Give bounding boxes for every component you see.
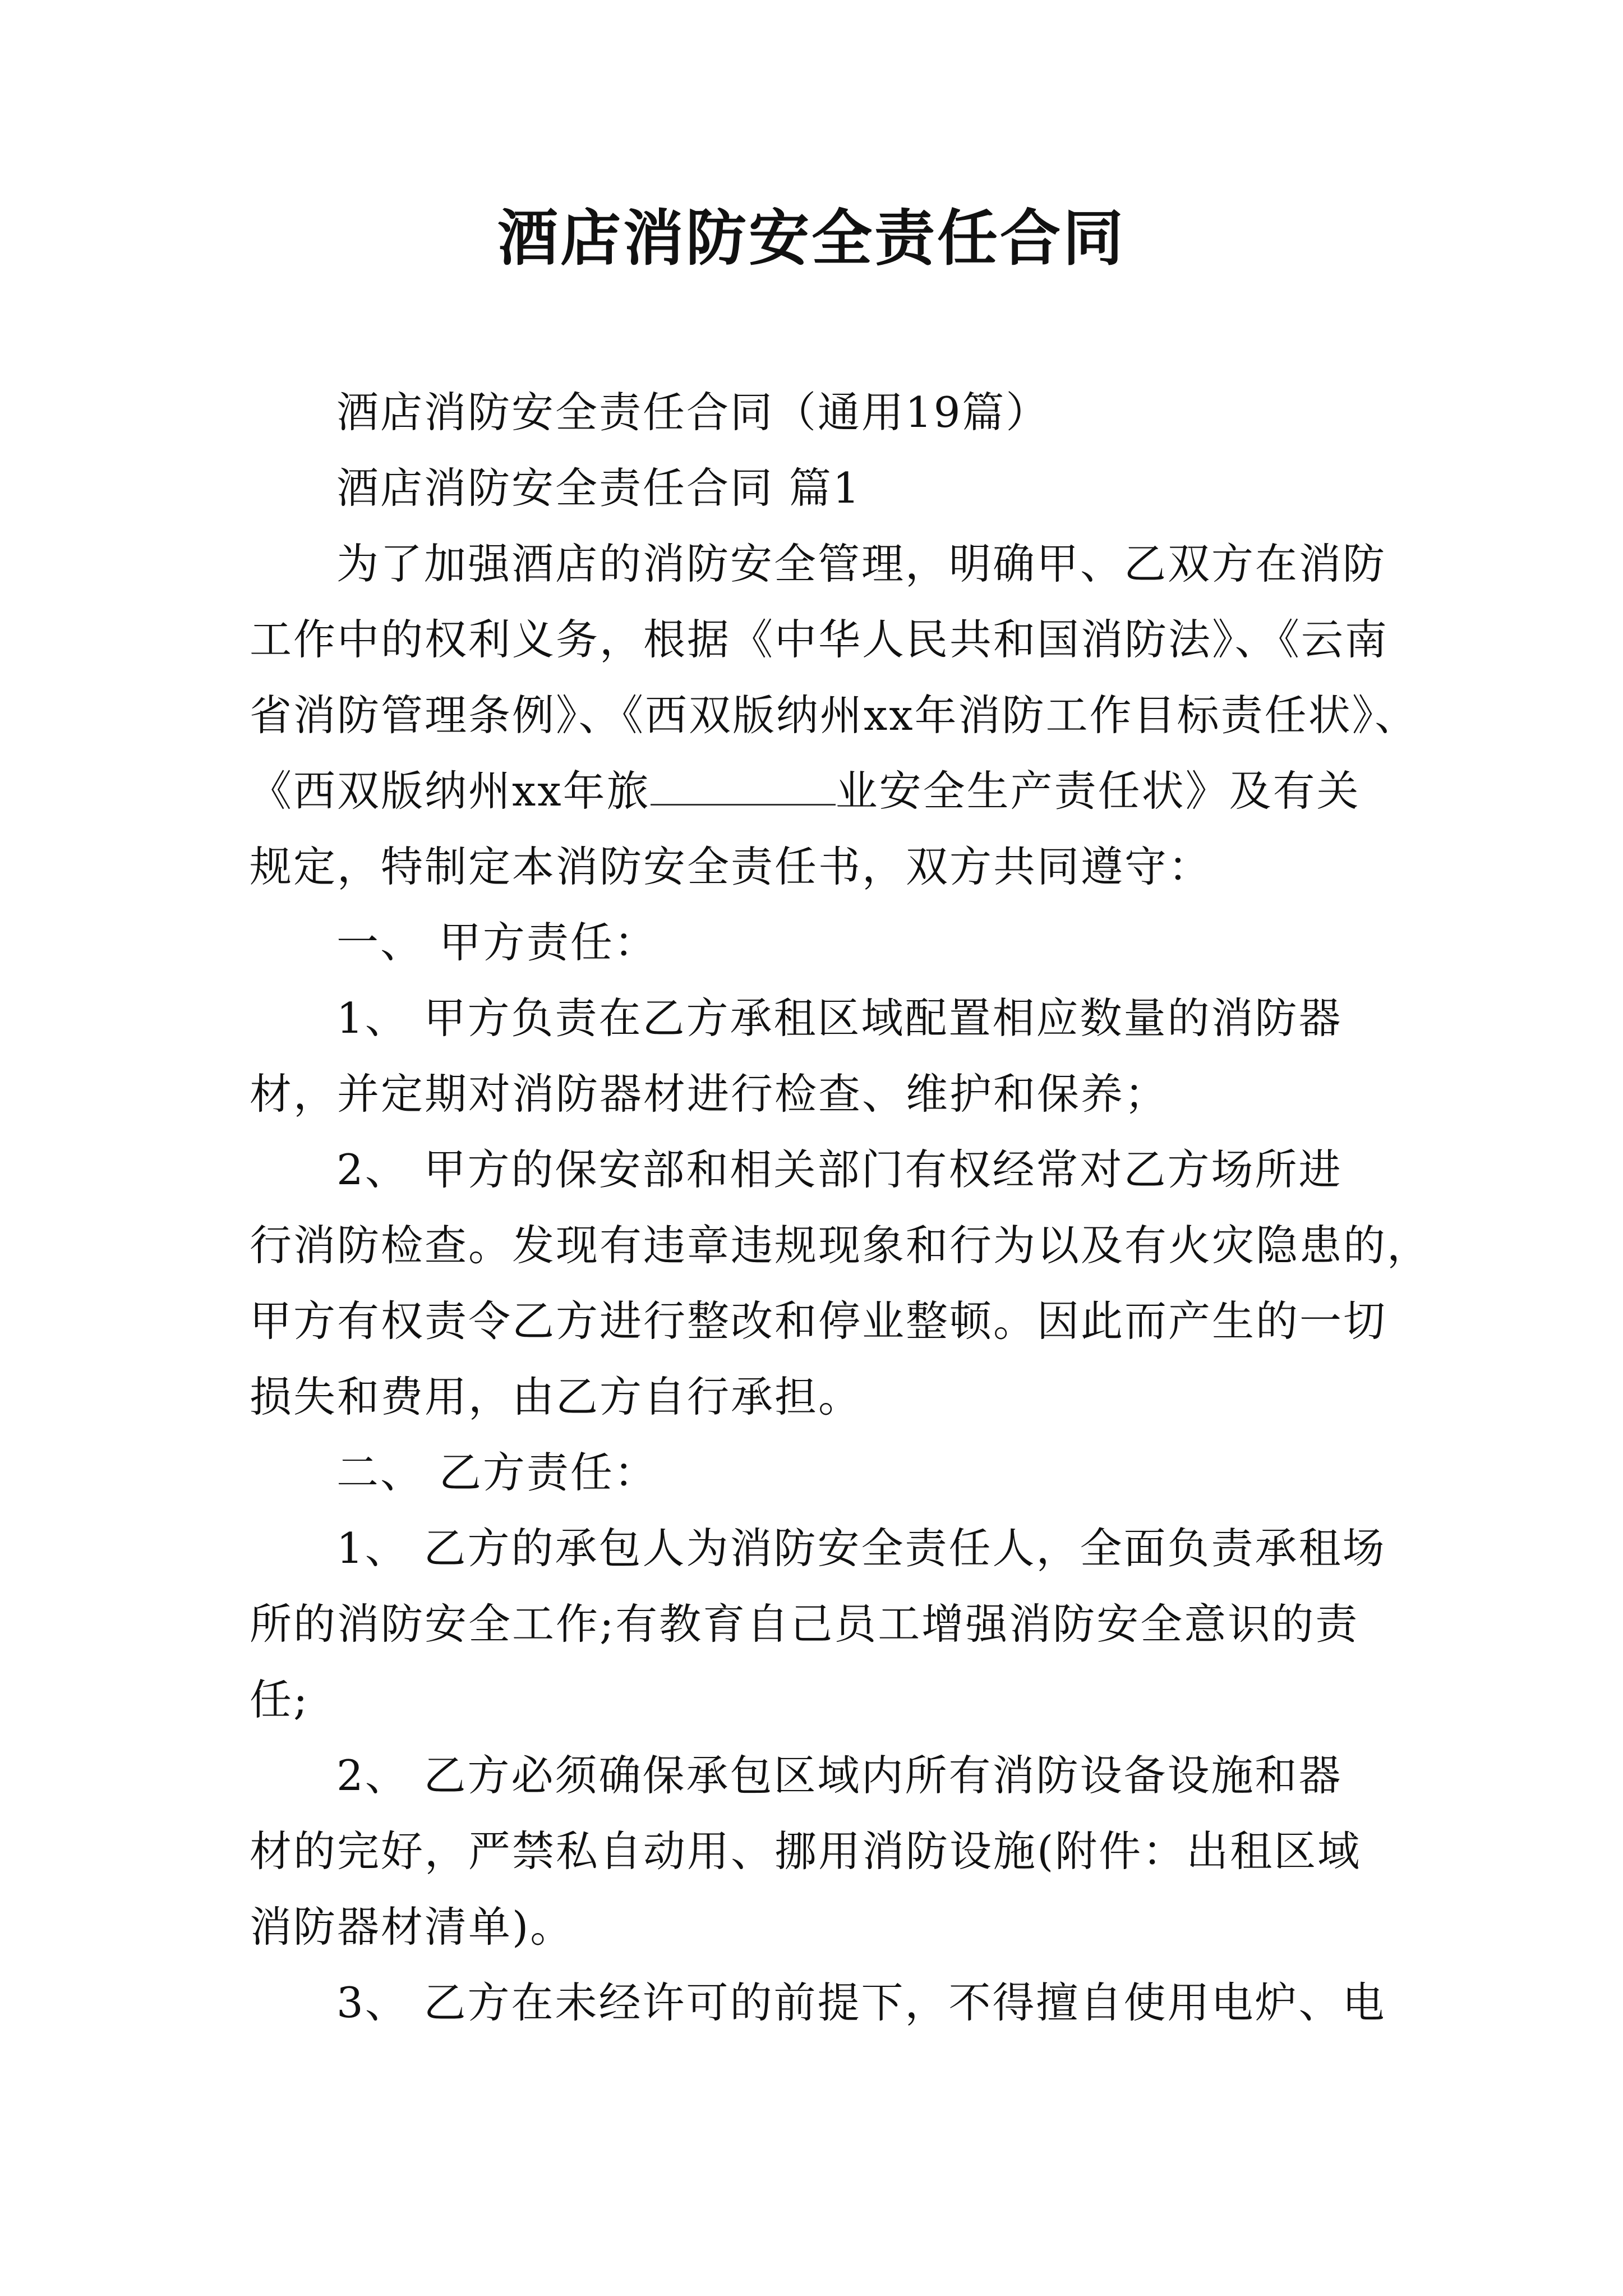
clause-line: 所的消防安全工作;有教育自己员工增强消防安全意识的责 (250, 1599, 1359, 1649)
intro-line (250, 763, 1361, 819)
intro-line: 省消防管理条例》、《西双版纳州xx年消防工作目标责任状》、 (250, 691, 1419, 740)
clause-line: 损失和费用，由乙方自行承担。 (250, 1372, 863, 1421)
clause-line: 3、 乙方在未经许可的前提下，不得擅自使用电炉、电 (336, 1978, 1386, 2027)
intro-text: 业安全生产责任状》及有关 (835, 766, 1361, 816)
intro-line: 为了加强酒店的消防安全管理，明确甲、乙双方在消防 (336, 539, 1387, 588)
clause-line: 1、 甲方负责在乙方承租区域配置相应数量的消防器 (336, 993, 1343, 1043)
clause-line: 2、 甲方的保安部和相关部门有权经常对乙方场所进 (336, 1145, 1343, 1194)
section-heading: 酒店消防安全责任合同 篇1 (336, 463, 861, 513)
clause-line: 材，并定期对消防器材进行检查、维护和保养； (250, 1069, 1169, 1119)
clause-line: 行消防检查。发现有违章违规现象和行为以及有火灾隐患的， (250, 1221, 1431, 1270)
clause-line: 2、 乙方必须确保承包区域内所有消防设备设施和器 (336, 1751, 1343, 1800)
intro-line: 工作中的权利义务，根据《中华人民共和国消防法》、《云南 (250, 615, 1389, 664)
clause-line: 材的完好，严禁私自动用、挪用消防设施(附件：出租区域 (250, 1826, 1362, 1876)
intro-text: 《西双版纳州xx年旅 (250, 766, 651, 816)
party-b-heading: 二、 乙方责任： (336, 1448, 658, 1497)
party-a-heading: 一、 甲方责任： (336, 918, 658, 967)
document-subtitle: 酒店消防安全责任合同（通用19篇） (336, 388, 1050, 437)
intro-line: 规定，特制定本消防安全责任书，双方共同遵守： (250, 842, 1212, 891)
clause-line: 1、 乙方的承包人为消防安全责任人，全面负责承租场 (336, 1524, 1386, 1573)
clause-line: 任; (250, 1675, 310, 1724)
document-title: 酒店消防安全责任合同 (497, 203, 1126, 274)
clause-line: 甲方有权责令乙方进行整改和停业整顿。因此而产生的一切 (250, 1296, 1387, 1346)
clause-line: 消防器材清单)。 (250, 1902, 574, 1952)
fill-in-blank (651, 765, 836, 806)
